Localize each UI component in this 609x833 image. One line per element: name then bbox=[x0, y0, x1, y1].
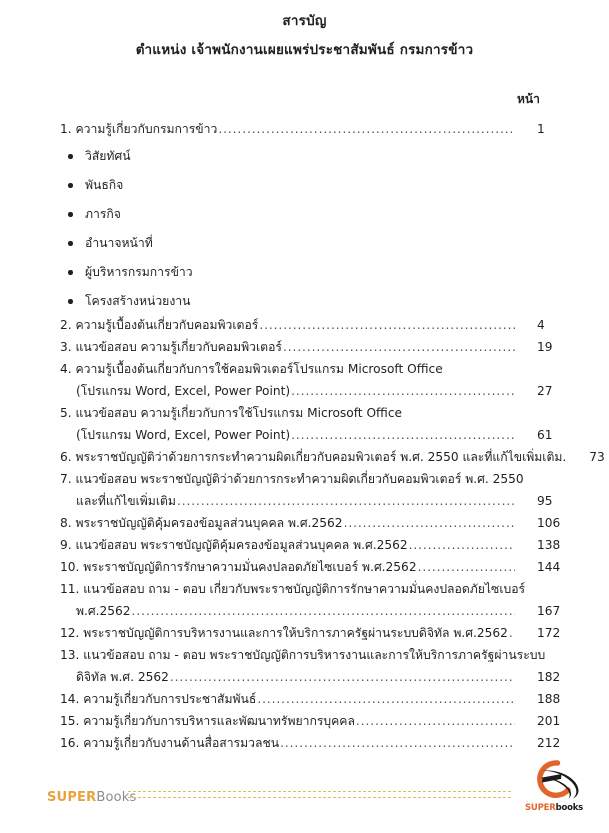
logo-wordmark bbox=[511, 803, 597, 813]
toc-entry-line bbox=[60, 448, 609, 470]
toc-subitem-label: พันธกิจ bbox=[85, 177, 124, 192]
toc-page-number: 4 bbox=[537, 317, 545, 332]
page-title: สารบัญ bbox=[282, 13, 327, 29]
list-item[interactable] bbox=[60, 142, 609, 171]
document-subtitle: ตำแหน่ง เจ้าพนักงานเผยแพร่ประชาสัมพันธ์ กรมการข้าว bbox=[135, 42, 474, 59]
toc-subitem-label: อำนาจหน้าที่ bbox=[85, 235, 153, 250]
toc-page-number: 212 bbox=[537, 735, 561, 750]
toc-entry[interactable] bbox=[60, 448, 609, 470]
toc-entry-label: และที่แก้ไขเพิ่มเติม bbox=[76, 493, 176, 508]
toc-entry-label: 7. แนวข้อสอบ พระราชบัญญัติว่าด้วยการกระทำความผิดเกี่ยวกับคอมพิวเตอร์ พ.ศ. 2550 bbox=[60, 471, 524, 486]
dot-leader bbox=[257, 693, 515, 705]
toc-entry-line bbox=[60, 734, 609, 756]
toc-entry-line bbox=[60, 624, 609, 646]
toc-entry-continuation-line bbox=[60, 382, 609, 404]
toc-entry[interactable] bbox=[60, 558, 609, 580]
toc-entry-label: 3. แนวข้อสอบ ความรู้เกี่ยวกับคอมพิวเตอร์ bbox=[60, 339, 282, 354]
list-item[interactable] bbox=[60, 258, 609, 287]
toc-subitem-label: โครงสร้างหน่วยงาน bbox=[85, 293, 191, 308]
toc-entry[interactable] bbox=[60, 360, 609, 404]
toc-page-number: 201 bbox=[537, 713, 561, 728]
toc-entry-line bbox=[60, 120, 609, 142]
toc-entry[interactable] bbox=[60, 120, 609, 316]
dot-leader bbox=[170, 671, 515, 683]
dot-leader bbox=[132, 605, 515, 617]
dot-leader bbox=[444, 360, 515, 372]
list-item[interactable] bbox=[60, 200, 609, 229]
dot-leader bbox=[259, 319, 515, 331]
toc-entry[interactable] bbox=[60, 712, 609, 734]
page-footer bbox=[0, 757, 609, 819]
footer-brand bbox=[47, 790, 136, 805]
superbooks-swoosh-icon bbox=[511, 757, 597, 803]
toc-entry-label: 4. ความรู้เบื้องต้นเกี่ยวกับการใช้คอมพิวเตอร์โปรแกรม Microsoft Office bbox=[60, 361, 443, 376]
dot-leader bbox=[356, 715, 515, 727]
toc-entry-line bbox=[60, 580, 609, 602]
toc-entry-continuation-line bbox=[60, 426, 609, 448]
toc-subitem-label: ภารกิจ bbox=[85, 206, 121, 221]
footer-divider bbox=[128, 791, 511, 798]
toc-entry-line bbox=[60, 536, 609, 558]
toc-entry-continuation-line bbox=[60, 492, 609, 514]
toc-page-number: 172 bbox=[537, 625, 561, 640]
page-column-header-row bbox=[0, 90, 609, 110]
dot-leader bbox=[291, 385, 515, 397]
toc-entry-label: 15. ความรู้เกี่ยวกับการบริหารและพัฒนาทรัพยากรบุคคล bbox=[60, 713, 355, 728]
toc-entry[interactable] bbox=[60, 624, 609, 646]
toc-page-number: 27 bbox=[537, 383, 553, 398]
dot-leader bbox=[283, 341, 515, 353]
table-of-contents bbox=[0, 120, 609, 756]
toc-entry-label: ดิจิทัล พ.ศ. 2562 bbox=[76, 669, 169, 684]
toc-page-number: 1 bbox=[537, 121, 545, 136]
toc-entry-continuation-line bbox=[60, 668, 609, 690]
toc-entry[interactable] bbox=[60, 690, 609, 712]
toc-entry-label: 11. แนวข้อสอบ ถาม - ตอบ เกี่ยวกับพระราชบัญญัติการรักษาความมั่นคงปลอดภัยไซเบอร์ bbox=[60, 581, 526, 596]
toc-entry[interactable] bbox=[60, 404, 609, 448]
toc-subitem-list bbox=[60, 142, 609, 316]
toc-page-number: 106 bbox=[537, 515, 561, 530]
toc-entry-label: 1. ความรู้เกี่ยวกับกรมการข้าว bbox=[60, 121, 218, 136]
toc-entry-label: 13. แนวข้อสอบ ถาม - ตอบ พระราชบัญญัติการบริหารงานและการให้บริการภาครัฐผ่านระบบ bbox=[60, 647, 546, 662]
toc-page-number: 144 bbox=[537, 559, 561, 574]
toc-entry-line bbox=[60, 316, 609, 338]
toc-entry-label: 10. พระราชบัญญัติการรักษาความมั่นคงปลอดภัยไซเบอร์ พ.ศ.2562 bbox=[60, 559, 417, 574]
toc-entry-continuation-line bbox=[60, 602, 609, 624]
toc-entry[interactable] bbox=[60, 646, 609, 690]
toc-entry-line bbox=[60, 558, 609, 580]
toc-subitem-label: ผู้บริหารกรมการข้าว bbox=[85, 264, 193, 279]
toc-entry-label: พ.ศ.2562 bbox=[76, 603, 131, 618]
dot-leader bbox=[418, 561, 515, 573]
toc-entry[interactable] bbox=[60, 316, 609, 338]
toc-entry[interactable] bbox=[60, 470, 609, 514]
toc-entry[interactable] bbox=[60, 514, 609, 536]
toc-page-number: 95 bbox=[537, 493, 553, 508]
toc-entry-line bbox=[60, 646, 609, 668]
toc-entry-label: (โปรแกรม Word, Excel, Power Point) bbox=[76, 383, 291, 398]
toc-entry[interactable] bbox=[60, 580, 609, 624]
bullet-icon bbox=[68, 154, 73, 159]
toc-entry-label: 16. ความรู้เกี่ยวกับงานด้านสื่อสารมวลชน bbox=[60, 735, 280, 750]
toc-entry-label: 12. พระราชบัญญัติการบริหารงานและการให้บริการภาครัฐผ่านระบบดิจิทัล พ.ศ.2562 bbox=[60, 625, 508, 640]
toc-entry-label: 5. แนวข้อสอบ ความรู้เกี่ยวกับการใช้โปรแกรม Microsoft Office bbox=[60, 405, 403, 420]
toc-entry-label: 9. แนวข้อสอบ พระราชบัญญัติคุ้มครองข้อมูลส่วนบุคคล พ.ศ.2562 bbox=[60, 537, 408, 552]
document-header bbox=[0, 0, 609, 61]
logo-wordmark-primary: SUPER bbox=[524, 803, 556, 813]
toc-page-number: 167 bbox=[537, 603, 561, 618]
bullet-icon bbox=[68, 270, 73, 275]
toc-entry[interactable] bbox=[60, 734, 609, 756]
toc-entry-label: (โปรแกรม Word, Excel, Power Point) bbox=[76, 427, 291, 442]
dot-leader bbox=[344, 517, 515, 529]
toc-page-number: 19 bbox=[537, 339, 553, 354]
toc-entry-line bbox=[60, 404, 609, 426]
dot-leader bbox=[409, 539, 515, 551]
list-item[interactable] bbox=[60, 229, 609, 258]
dot-leader bbox=[280, 737, 515, 749]
toc-entry-line bbox=[60, 470, 609, 492]
dot-leader bbox=[403, 404, 515, 416]
toc-page-number: 138 bbox=[537, 537, 561, 552]
toc-page-number: 182 bbox=[537, 669, 561, 684]
logo-wordmark-secondary: books bbox=[555, 803, 584, 813]
dot-leader bbox=[177, 495, 515, 507]
toc-entry[interactable] bbox=[60, 536, 609, 558]
bullet-icon bbox=[68, 299, 73, 304]
toc-entry-label: 8. พระราชบัญญัติคุ้มครองข้อมูลส่วนบุคคล พ.ศ.2562 bbox=[60, 515, 343, 530]
list-item[interactable] bbox=[60, 171, 609, 200]
toc-entry-line bbox=[60, 360, 609, 382]
toc-page-number: 188 bbox=[537, 691, 561, 706]
bullet-icon bbox=[68, 241, 73, 246]
toc-entry-line bbox=[60, 338, 609, 360]
bullet-icon bbox=[68, 212, 73, 217]
toc-entry-line bbox=[60, 690, 609, 712]
toc-entry[interactable] bbox=[60, 338, 609, 360]
dot-leader bbox=[291, 429, 515, 441]
toc-entry-line bbox=[60, 514, 609, 536]
toc-entry-label: 2. ความรู้เบื้องต้นเกี่ยวกับคอมพิวเตอร์ bbox=[60, 317, 259, 332]
toc-entry-line bbox=[60, 712, 609, 734]
footer-brand-primary: SUPER bbox=[47, 790, 97, 805]
list-item[interactable] bbox=[60, 287, 609, 316]
footer-brand-secondary: Books bbox=[96, 790, 137, 805]
toc-entry-label: 14. ความรู้เกี่ยวกับการประชาสัมพันธ์ bbox=[60, 691, 257, 706]
dot-leader bbox=[218, 123, 515, 135]
toc-subitem-label: วิสัยทัศน์ bbox=[85, 148, 131, 163]
toc-page-number: 73 bbox=[589, 449, 605, 464]
dot-leader bbox=[509, 627, 515, 639]
bullet-icon bbox=[68, 183, 73, 188]
superbooks-logo bbox=[511, 757, 597, 813]
toc-entry-label: 6. พระราชบัญญัติว่าด้วยการกระทำความผิดเกี่ยวกับคอมพิวเตอร์ พ.ศ. 2550 และที่แก้ไขเพิ่มเติม. bbox=[60, 449, 567, 464]
page-column-header: หน้า bbox=[517, 91, 540, 106]
toc-page-number: 61 bbox=[537, 427, 553, 442]
